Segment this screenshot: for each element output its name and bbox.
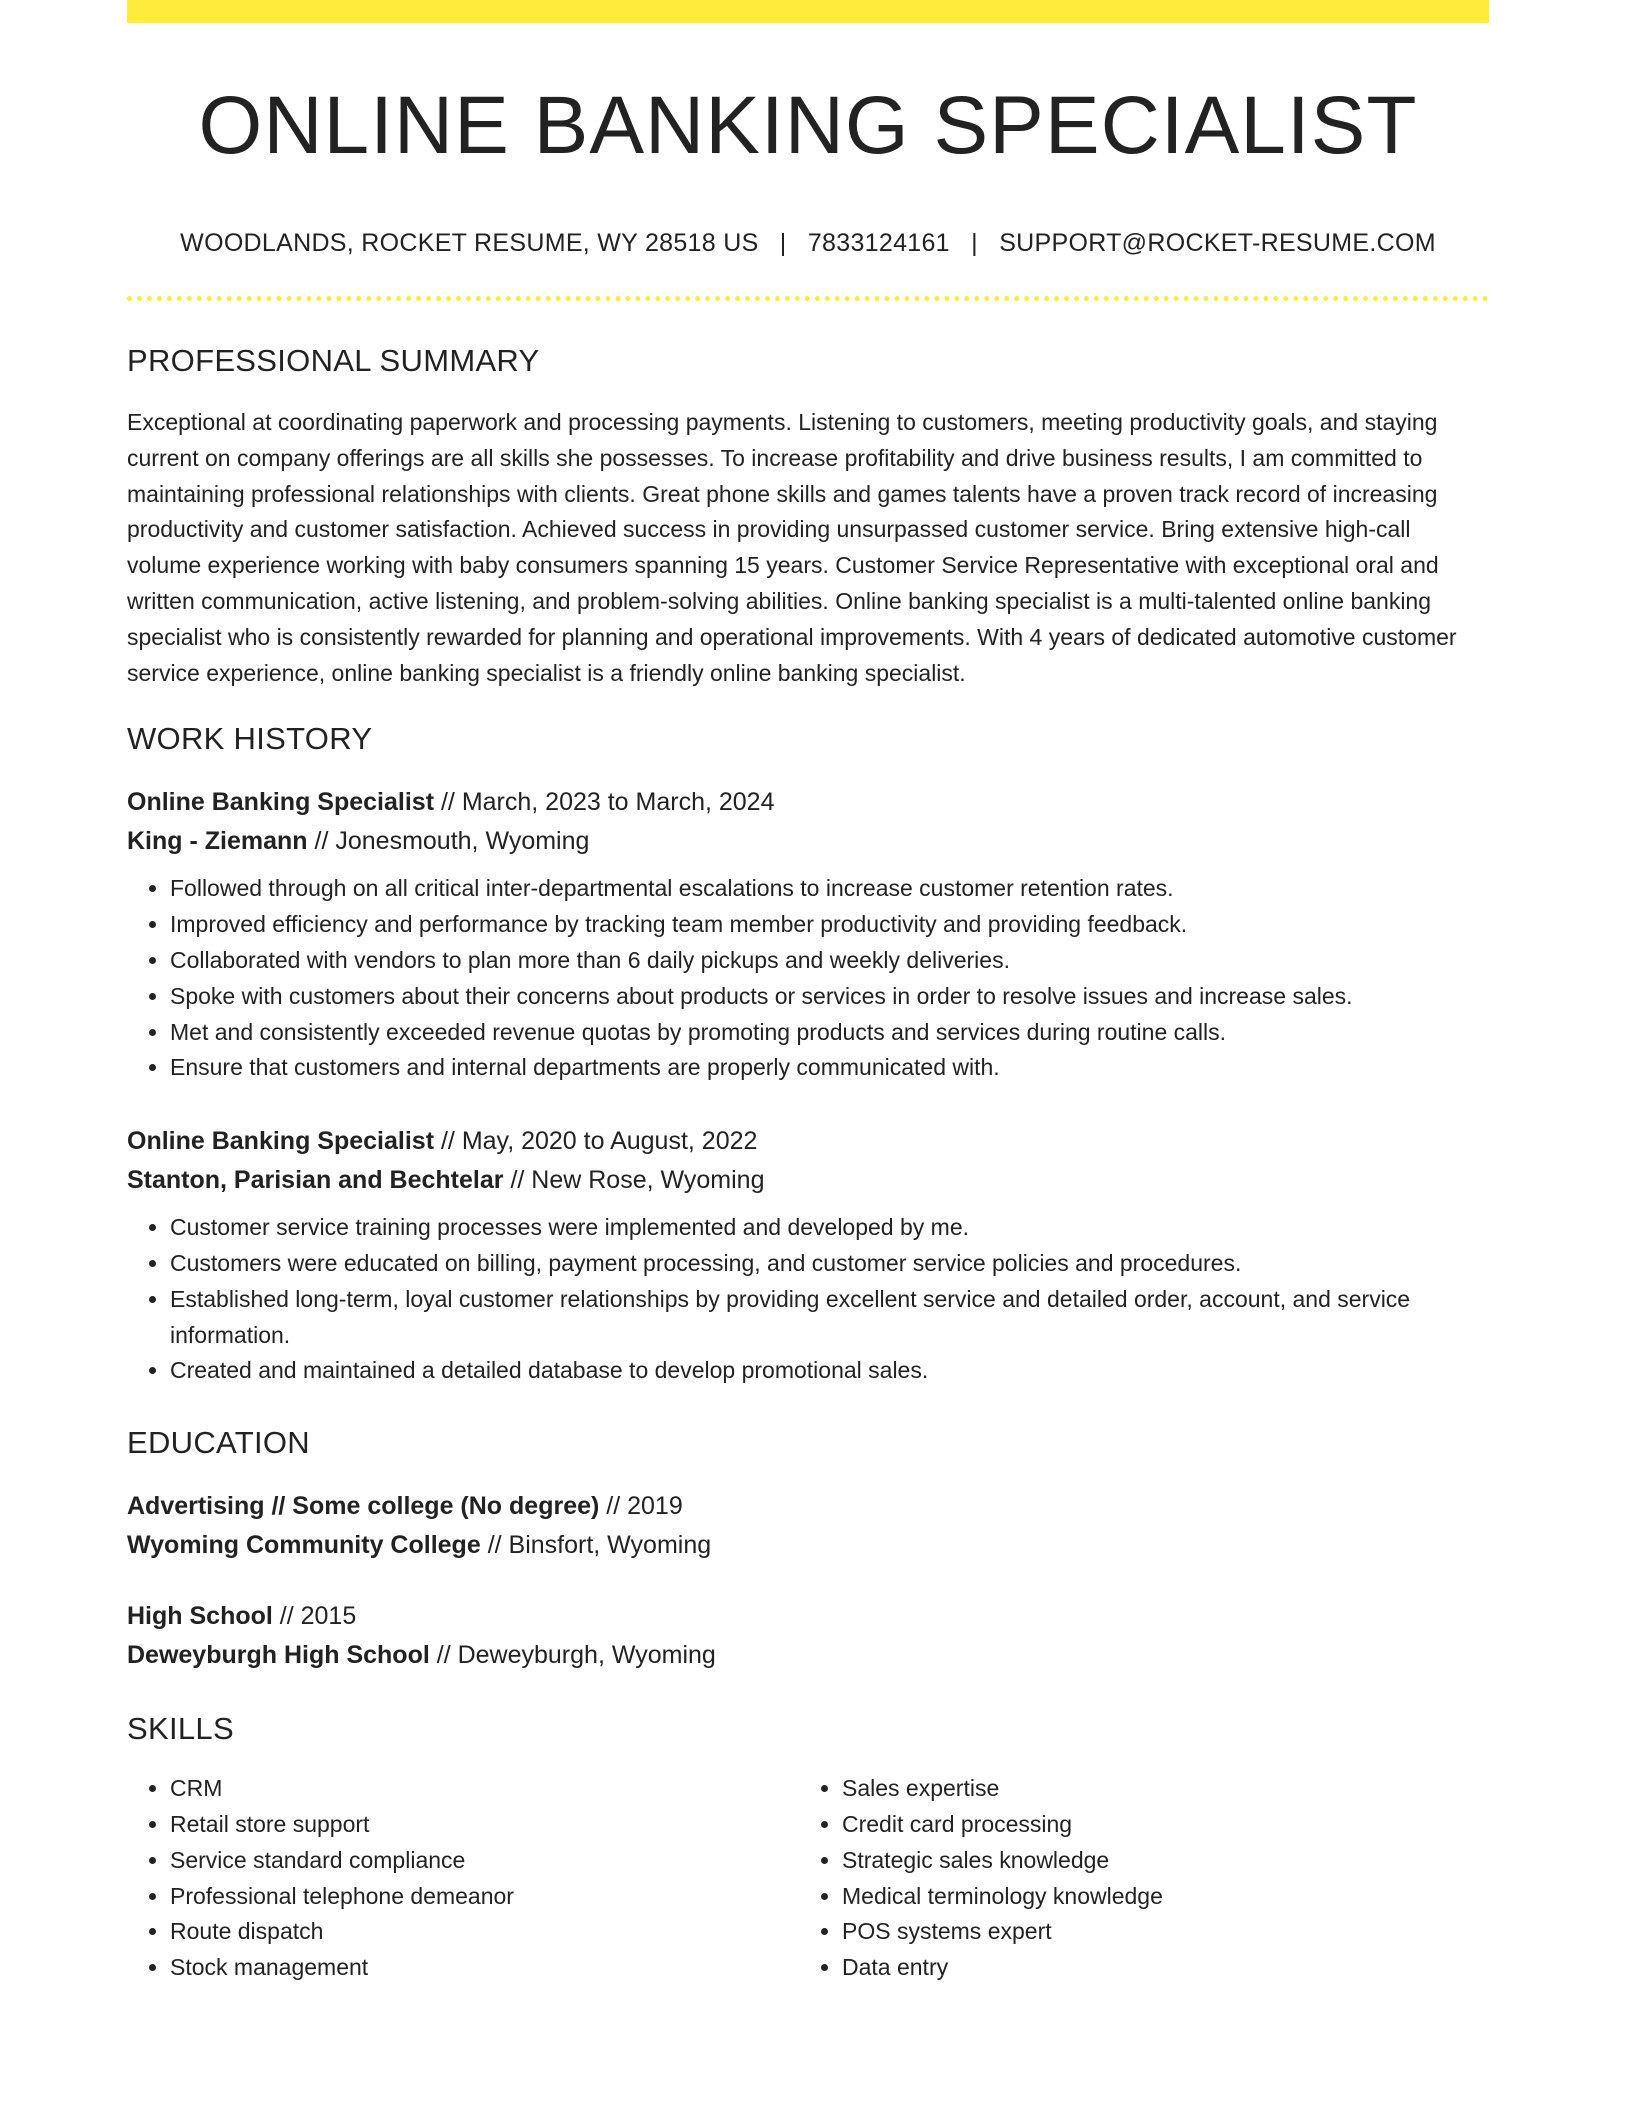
job-bullet: • Customer service training processes were implemented and developed by me.	[170, 1210, 1489, 1246]
education-year: // 2015	[279, 1602, 357, 1631]
education-entry	[127, 1487, 1489, 1565]
job-bullet: • Followed through on all critical inter-departmental escalations to increase customer retention rates.	[170, 871, 1489, 907]
job-location: // New Rose, Wyoming	[510, 1166, 765, 1195]
job-company-line	[127, 822, 1489, 861]
accent-top-bar	[127, 0, 1489, 23]
skills-list-right	[799, 1771, 1471, 1986]
job-role: Online Banking Specialist	[127, 788, 435, 817]
skill-item: • Service standard compliance	[170, 1843, 799, 1879]
job-bullet-list	[127, 871, 1489, 1086]
job-bullet: • Met and consistently exceeded revenue quotas by promoting products and services during routine calls.	[170, 1015, 1489, 1051]
job-bullet: • Created and maintained a detailed database to develop promotional sales.	[170, 1353, 1489, 1389]
education-degree-line	[127, 1597, 1489, 1636]
summary-text: Exceptional at coordinating paperwork and processing payments. Listening to customers, meeting productivity goals, and staying current on company offerings are all skills she possesses. To increase profitability and drive business results, I am committed to maintaining professional relationships with clients. Great phone skills and games talents have a proven track record of increasing productivity and customer satisfaction. Achieved success in providing unsurpassed customer service. Bring extensive high-call volume experience working with baby consumers spanning 15 years. Customer Service Representative with exceptional oral and written communication, active listening, and problem-solving abilities. Online banking specialist is a multi-talented online banking specialist who is consistently rewarded for planning and operational improvements. With 4 years of dedicated automotive customer service experience, online banking specialist is a friendly online banking specialist.	[127, 409, 1457, 686]
skill-item: • Sales expertise	[842, 1771, 1471, 1807]
skill-item: • Medical terminology knowledge	[842, 1879, 1471, 1915]
job-bullet: • Customers were educated on billing, payment processing, and customer service policies and procedures.	[170, 1246, 1489, 1282]
skill-item: • Data entry	[842, 1950, 1471, 1986]
education-school-line	[127, 1526, 1489, 1565]
contact-email: SUPPORT@ROCKET-RESUME.COM	[999, 229, 1436, 257]
skills-columns	[127, 1771, 1489, 1986]
education-school: Deweyburgh High School	[127, 1641, 430, 1670]
job-entry	[127, 1122, 1489, 1389]
job-bullet: • Spoke with customers about their concerns about products or services in order to resolve issues and increase sales.	[170, 979, 1489, 1015]
skill-item: • POS systems expert	[842, 1914, 1471, 1950]
education-degree: Advertising // Some college (No degree)	[127, 1492, 600, 1521]
education-location: // Deweyburgh, Wyoming	[436, 1641, 716, 1670]
job-location: // Jonesmouth, Wyoming	[314, 827, 590, 856]
contact-address: WOODLANDS, ROCKET RESUME, WY 28518 US	[180, 229, 759, 257]
dotted-divider	[127, 296, 1489, 301]
skill-item: • Route dispatch	[170, 1914, 799, 1950]
skills-list-left	[127, 1771, 799, 1986]
job-bullet: • Established long-term, loyal customer relationships by providing excellent service and detailed order, account, and service information.	[170, 1282, 1489, 1354]
education-school-line	[127, 1636, 1489, 1675]
skill-item: • Strategic sales knowledge	[842, 1843, 1471, 1879]
job-entry	[127, 783, 1489, 1086]
education-location: // Binsfort, Wyoming	[487, 1531, 712, 1560]
contact-phone: 7833124161	[807, 229, 950, 257]
education-school: Wyoming Community College	[127, 1531, 481, 1560]
contact-separator: |	[779, 229, 787, 257]
summary-heading: PROFESSIONAL SUMMARY	[127, 343, 540, 378]
job-bullet-list	[127, 1210, 1489, 1389]
skill-item: • Stock management	[170, 1950, 799, 1986]
skill-item: • Retail store support	[170, 1807, 799, 1843]
resume-name: ONLINE BANKING SPECIALIST	[198, 80, 1418, 171]
job-dates: // May, 2020 to August, 2022	[440, 1127, 758, 1156]
job-title-line	[127, 783, 1489, 822]
education-year: // 2019	[606, 1492, 683, 1521]
contact-separator: |	[971, 229, 978, 257]
job-company: Stanton, Parisian and Bechtelar	[127, 1166, 504, 1195]
resume-page	[127, 0, 1489, 1986]
job-role: Online Banking Specialist	[127, 1127, 435, 1156]
job-company: King - Ziemann	[127, 827, 308, 856]
skills-heading: SKILLS	[127, 1711, 234, 1747]
skill-item: • Credit card processing	[842, 1807, 1471, 1843]
skill-item: • CRM	[170, 1771, 799, 1807]
job-title-line	[127, 1122, 1489, 1161]
job-bullet: • Improved efficiency and performance by tracking team member productivity and providing feedback.	[170, 907, 1489, 943]
contact-line	[127, 229, 1489, 258]
education-degree-line	[127, 1487, 1489, 1526]
skill-item: • Professional telephone demeanor	[170, 1879, 799, 1915]
job-bullet: • Collaborated with vendors to plan more than 6 daily pickups and weekly deliveries.	[170, 943, 1489, 979]
education-degree: High School	[127, 1602, 273, 1631]
job-company-line	[127, 1161, 1489, 1200]
work-history-heading: WORK HISTORY	[127, 721, 373, 757]
education-entry	[127, 1597, 1489, 1675]
job-dates: // March, 2023 to March, 2024	[440, 788, 775, 817]
job-bullet: • Ensure that customers and internal departments are properly communicated with.	[170, 1050, 1489, 1086]
education-heading: EDUCATION	[127, 1425, 310, 1461]
